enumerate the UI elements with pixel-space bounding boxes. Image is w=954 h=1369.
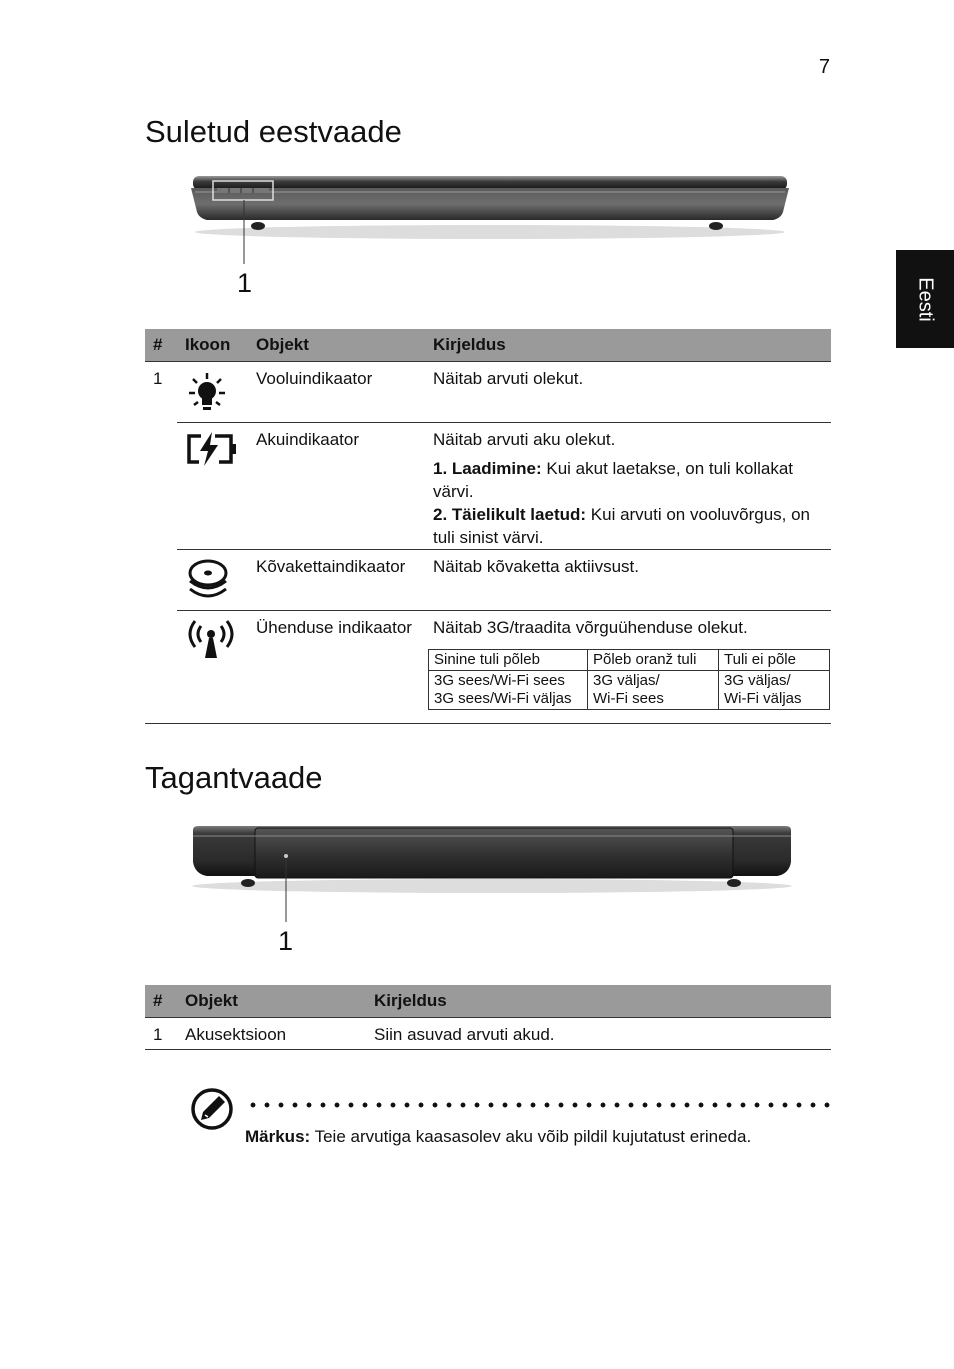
hdd-indicator-icon xyxy=(185,557,231,605)
table-bottom-rule xyxy=(145,1049,831,1050)
cell-line: 3G sees/Wi-Fi sees xyxy=(434,672,565,689)
row-description: Näitab arvuti olekut. xyxy=(433,369,584,388)
row-number: 1 xyxy=(153,369,163,388)
rear-view-table xyxy=(145,985,831,1049)
status-item-text: Kui arvuti on vooluvõrgus, on tuli sinist värvi. xyxy=(433,505,811,547)
status-item xyxy=(433,457,831,503)
section-title-front: Suletud eestvaade xyxy=(145,114,402,149)
col-header-num: # xyxy=(145,329,177,362)
subtable-cell xyxy=(588,671,719,710)
section-title-rear: Tagantvaade xyxy=(145,760,323,795)
table-bottom-rule xyxy=(145,723,831,724)
status-item-label: 2. Täielikult laetud: xyxy=(433,505,587,524)
cell-line: 3G väljas/ xyxy=(724,672,791,689)
row-number xyxy=(145,611,177,723)
row-object: Vooluindikaator xyxy=(256,369,373,388)
row-description: Näitab kõvaketta aktiivsust. xyxy=(425,550,831,611)
cell-line: Wi-Fi sees xyxy=(593,690,664,707)
note-label: Märkus: xyxy=(245,1127,311,1146)
subtable-header: Põleb oranž tuli xyxy=(588,650,719,671)
row-number: 1 xyxy=(153,1025,163,1044)
row-object: Kõvakettaindikaator xyxy=(248,550,425,611)
col-header-description: Kirjeldus xyxy=(425,329,831,362)
row-number xyxy=(145,423,177,550)
laptop-front-illustration xyxy=(185,168,795,298)
language-tab-label: Eesti xyxy=(914,276,937,322)
col-header-icon: Ikoon xyxy=(177,329,248,362)
status-item-label: 1. Laadimine: xyxy=(433,459,542,478)
table-row xyxy=(145,423,831,550)
col-header-num: # xyxy=(145,985,177,1018)
status-item-text: Kui akut laetakse, on tuli kollakat värvi. xyxy=(433,459,794,501)
table-row xyxy=(145,362,831,423)
cell-line: Wi-Fi väljas xyxy=(724,690,802,707)
note-body: Teie arvutiga kaasasolev aku võib pildil kujutatust erineda. xyxy=(310,1127,752,1146)
wireless-indicator-icon xyxy=(185,618,237,662)
table-header-row xyxy=(145,329,831,362)
status-item xyxy=(433,503,831,549)
subtable-header: Sinine tuli põleb xyxy=(429,650,588,671)
subtable-cell xyxy=(429,671,588,710)
front-callout-number: 1 xyxy=(237,268,253,298)
cell-line: 3G sees/Wi-Fi väljas xyxy=(434,690,572,707)
row-object: Ühenduse indikaator xyxy=(248,611,425,723)
row-object: Akusektsioon xyxy=(185,1025,287,1044)
table-row xyxy=(145,550,831,611)
note-text xyxy=(245,1127,751,1147)
subtable-cell xyxy=(719,671,830,710)
language-tab xyxy=(896,250,954,348)
row-number xyxy=(145,550,177,611)
col-header-object: Objekt xyxy=(248,329,425,362)
laptop-rear-illustration xyxy=(185,820,800,960)
table-row xyxy=(145,1018,831,1049)
note-dotted-rule xyxy=(246,1102,830,1108)
row-description: Näitab arvuti aku olekut. xyxy=(433,430,616,449)
cell-line: 3G väljas/ xyxy=(593,672,660,689)
row-description: Näitab 3G/traadita võrguühenduse olekut. xyxy=(433,618,748,637)
front-view-table xyxy=(145,329,831,723)
table-header-row xyxy=(145,985,831,1018)
col-header-description: Kirjeldus xyxy=(366,985,831,1018)
rear-callout-number: 1 xyxy=(278,926,294,956)
subtable-header: Tuli ei põle xyxy=(719,650,830,671)
page-number: 7 xyxy=(818,56,830,78)
col-header-object: Objekt xyxy=(177,985,366,1018)
status-subtable xyxy=(428,649,830,710)
note-pen-icon xyxy=(189,1086,235,1132)
table-row xyxy=(145,611,831,723)
subtable-row xyxy=(429,671,830,710)
battery-indicator-icon xyxy=(185,430,237,468)
row-description: Siin asuvad arvuti akud. xyxy=(374,1025,555,1044)
row-object: Akuindikaator xyxy=(248,423,425,550)
subtable-header-row xyxy=(429,650,830,671)
power-indicator-icon xyxy=(185,369,229,415)
